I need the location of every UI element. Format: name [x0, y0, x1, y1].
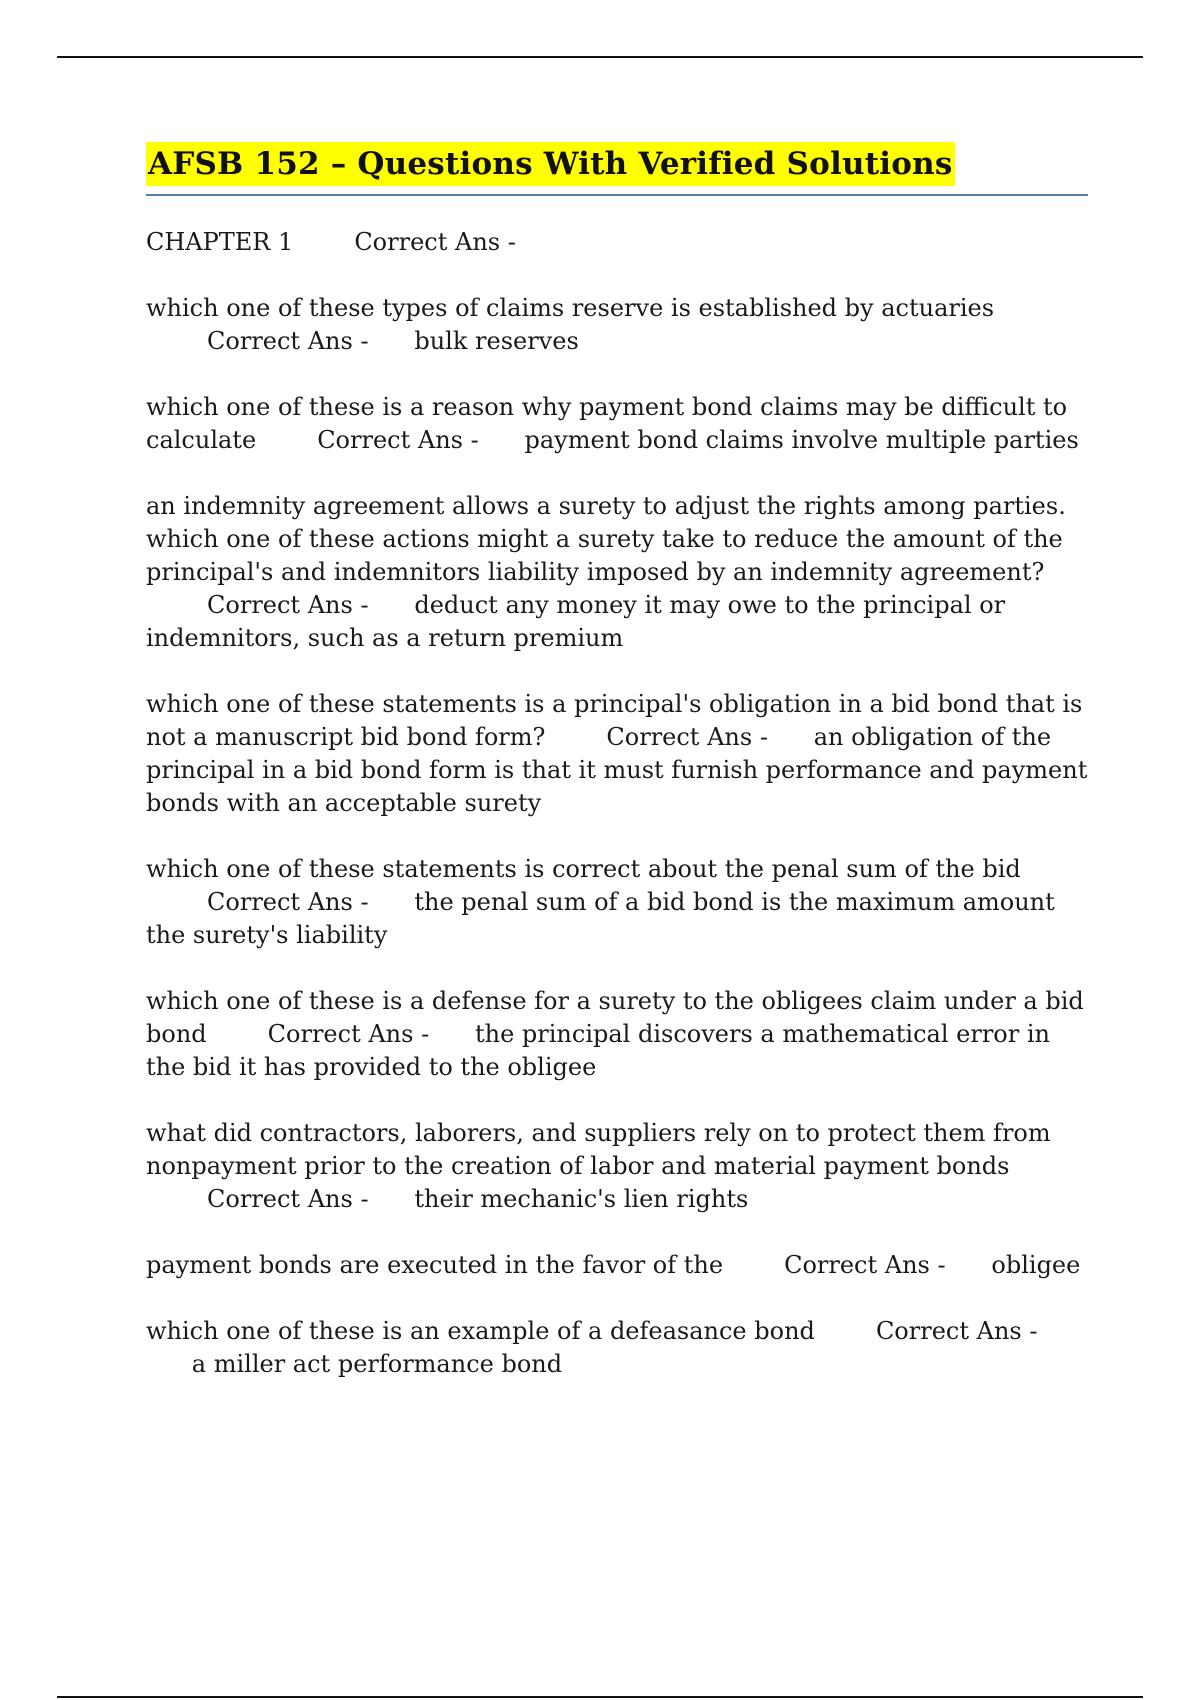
answer-text: deduct any money it may owe to the principal or indemnitors, such as a return premium — [146, 591, 1006, 652]
document-body — [146, 142, 1088, 1414]
qa-item — [146, 1249, 1088, 1282]
question-text: CHAPTER 1 — [146, 228, 294, 256]
question-text: which one of these is a defense for a surety to the obligees claim under a bid bond — [146, 987, 1084, 1048]
question-text: what did contractors, laborers, and suppliers rely on to protect them from nonpayment prior to the creation of labor and material payment bonds — [146, 1119, 1051, 1180]
question-text: payment bonds are executed in the favor of the — [146, 1251, 724, 1279]
page-top-rule — [57, 56, 1143, 58]
answer-marker: Correct Ans - — [207, 591, 369, 619]
qa-item — [146, 391, 1088, 457]
document-title: AFSB 152 – Questions With Verified Solutions — [146, 142, 955, 186]
qa-item — [146, 292, 1088, 358]
qa-item — [146, 490, 1088, 655]
answer-text: an obligation of the principal in a bid bond form is that it must furnish performance and payment bonds with an acceptable surety — [146, 723, 1088, 817]
answer-marker: Correct Ans - — [207, 1185, 369, 1213]
answer-text: payment bond claims involve multiple parties — [524, 426, 1079, 454]
question-text: which one of these statements is correct about the penal sum of the bid — [146, 855, 1021, 883]
qa-item — [146, 1117, 1088, 1216]
answer-text: their mechanic's lien rights — [414, 1185, 749, 1213]
answer-marker: Correct Ans - — [354, 228, 516, 256]
answer-marker: Correct Ans - — [606, 723, 768, 751]
qa-item — [146, 226, 1088, 259]
answer-text: the principal discovers a mathematical error in the bid it has provided to the obligee — [146, 1020, 1050, 1081]
question-text: which one of these statements is a principal's obligation in a bid bond that is not a manuscript bid bond form? — [146, 690, 1083, 751]
answer-text: bulk reserves — [414, 327, 579, 355]
question-text: which one of these is an example of a defeasance bond — [146, 1317, 815, 1345]
qa-item — [146, 985, 1088, 1084]
answer-marker: Correct Ans - — [784, 1251, 946, 1279]
qa-item — [146, 1315, 1088, 1381]
question-text: which one of these is a reason why payment bond claims may be difficult to calculate — [146, 393, 1068, 454]
answer-marker: Correct Ans - — [875, 1317, 1038, 1345]
qa-item — [146, 853, 1088, 952]
answer-text: obligee — [991, 1251, 1081, 1279]
qa-item — [146, 688, 1088, 820]
answer-marker: Correct Ans - — [207, 888, 369, 916]
question-text: an indemnity agreement allows a surety to adjust the rights among parties. which one of these actions might a surety take to reduce the amount of the principal's and indemnitors liability imposed by an indemnity agreement? — [146, 492, 1066, 586]
title-block — [146, 142, 1088, 196]
answer-marker: Correct Ans - — [267, 1020, 430, 1048]
question-text: which one of these types of claims reserve is established by actuaries — [146, 294, 995, 322]
page-bottom-rule — [57, 1696, 1143, 1698]
answer-text: a miller act performance bond — [191, 1350, 563, 1378]
answer-text: the penal sum of a bid bond is the maximum amount the surety's liability — [146, 888, 1055, 949]
answer-marker: Correct Ans - — [207, 327, 369, 355]
answer-marker: Correct Ans - — [317, 426, 479, 454]
